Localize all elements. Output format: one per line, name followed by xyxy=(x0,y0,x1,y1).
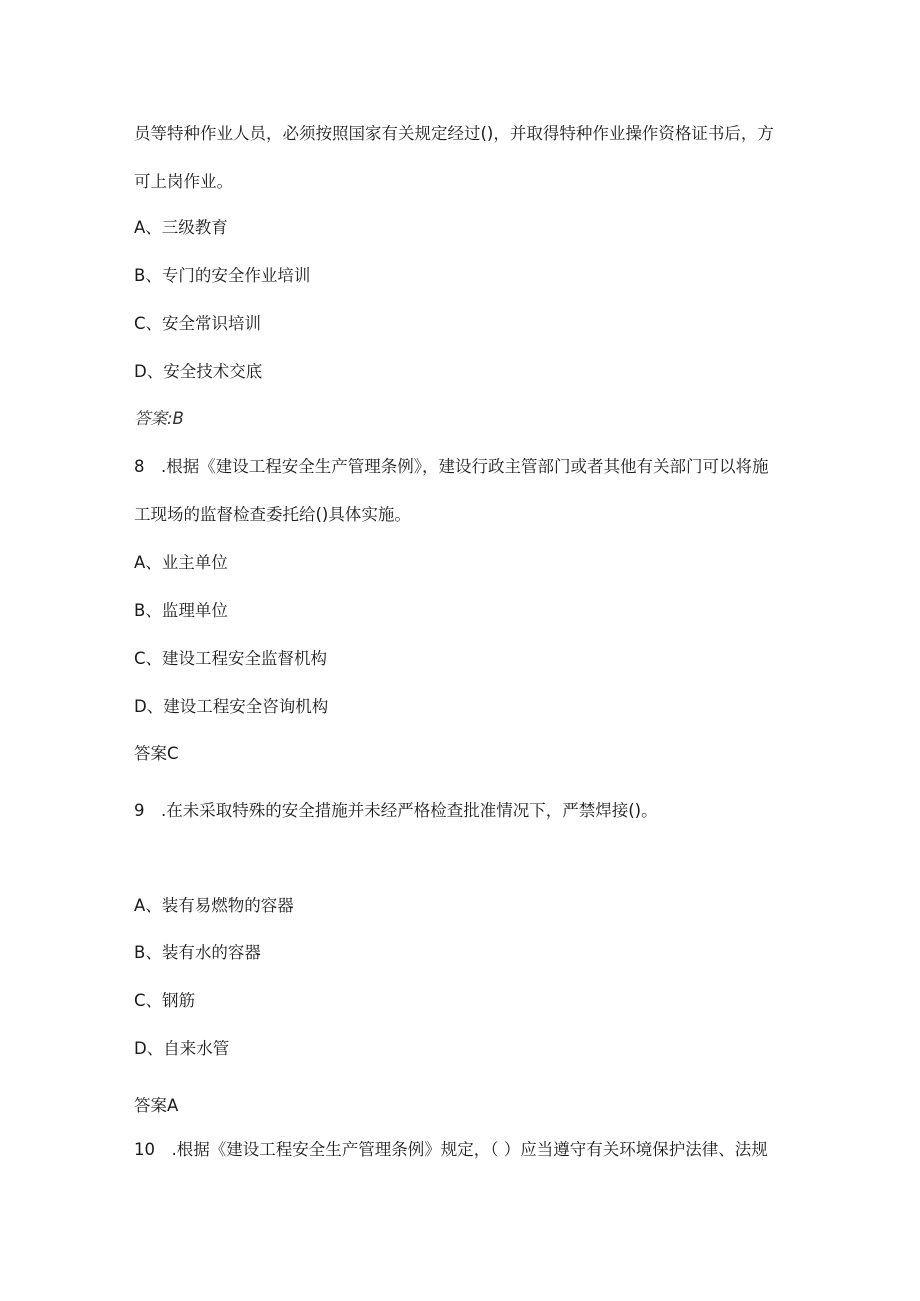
q7-stem-line2: 可上岗作业。 xyxy=(134,172,233,191)
q9-option-a: A、装有易燃物的容器 xyxy=(134,896,294,915)
q8-stem-line2: 工现场的监督检查委托给()具体实施。 xyxy=(134,505,411,524)
q8-stem-line1: 8 .根据《建设工程安全生产管理条例》，建设行政主管部门或者其他有关部门可以将施 xyxy=(134,457,769,476)
q7-option-b: B、专门的安全作业培训 xyxy=(134,266,311,285)
q9-option-c: C、钢筋 xyxy=(134,991,196,1010)
q8-option-b: B、监理单位 xyxy=(134,601,228,620)
q9-option-d: D、自来水管 xyxy=(134,1039,230,1058)
q8-option-a: A、业主单位 xyxy=(134,553,228,572)
q8-option-d: D、建设工程安全咨询机构 xyxy=(134,697,329,716)
q7-option-d: D、安全技术交底 xyxy=(134,362,263,381)
q9-stem-line1: 9 .在未采取特殊的安全措施并未经严格检查批准情况下，严禁焊接()。 xyxy=(134,801,658,820)
q9-answer: 答案A xyxy=(134,1096,179,1115)
q7-stem-line1: 员等特种作业人员，必须按照国家有关规定经过()，并取得特种作业操作资格证书后，方 xyxy=(134,124,774,143)
q7-option-a: A、三级教育 xyxy=(134,218,228,237)
q8-option-c: C、建设工程安全监督机构 xyxy=(134,649,328,668)
q8-answer: 答案C xyxy=(134,744,179,763)
q7-answer: 答案:B xyxy=(134,409,184,428)
q7-option-c: C、安全常识培训 xyxy=(134,314,262,333)
q9-option-b: B、装有水的容器 xyxy=(134,943,261,962)
q10-stem-line1: 10 .根据《建设工程安全生产管理条例》规定，（ ）应当遵守有关环境保护法律、法规 xyxy=(134,1140,768,1159)
